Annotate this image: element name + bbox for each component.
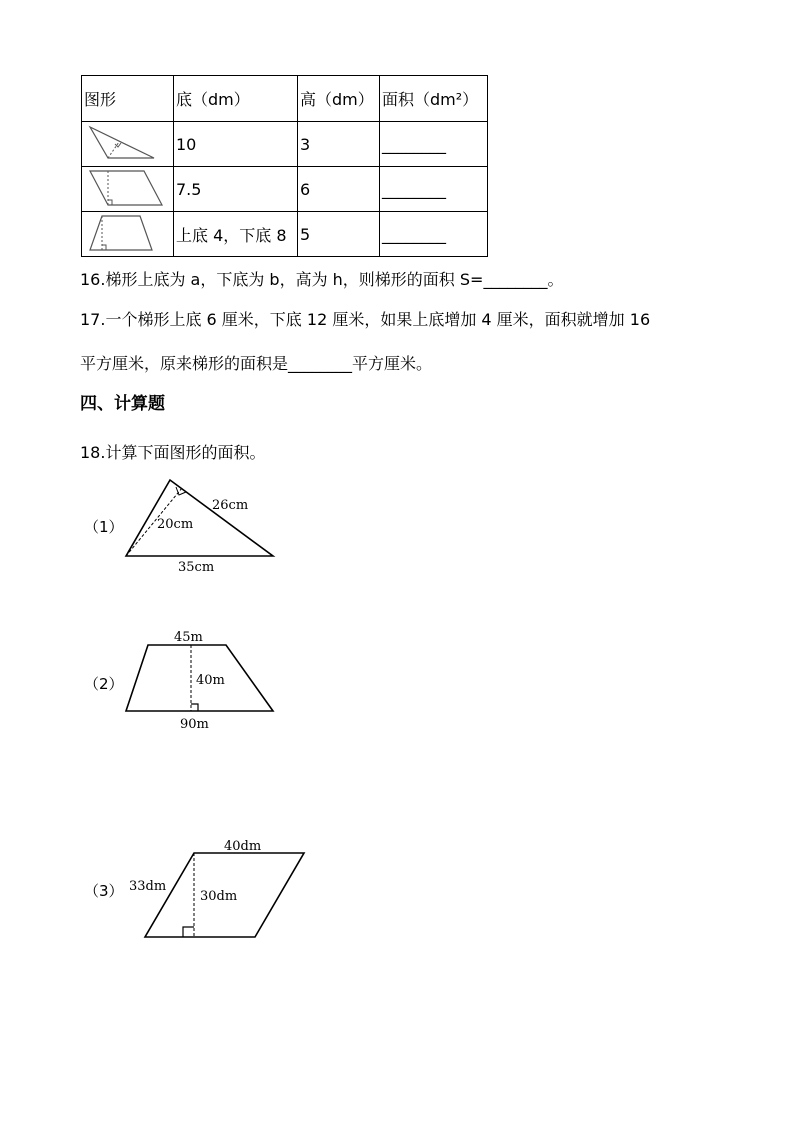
parallelogram-icon	[84, 167, 164, 207]
figure-1-height-label: 20cm	[157, 517, 194, 532]
table-row	[82, 212, 488, 257]
triangle-icon	[84, 122, 164, 162]
height-cell: 6	[298, 167, 380, 212]
base-cell: 10	[174, 122, 298, 167]
figure-2-top-label: 45m	[174, 630, 203, 645]
shape-cell	[82, 167, 174, 212]
figure-2-label: （2）	[84, 675, 124, 693]
height-cell: 5	[298, 212, 380, 257]
height-cell: 3	[298, 122, 380, 167]
trapezoid-icon	[84, 212, 164, 252]
question-17-line-2: 平方厘米，原来梯形的面积是________平方厘米。	[80, 354, 433, 373]
shape-cell	[82, 122, 174, 167]
figure-2-height-label: 40m	[196, 673, 225, 688]
question-18: 18.计算下面图形的面积。	[80, 443, 266, 462]
question-16: 16.梯形上底为 a，下底为 b，高为 h，则梯形的面积 S=________。	[80, 270, 564, 289]
base-cell: 7.5	[174, 167, 298, 212]
base-cell: 上底 4，下底 8	[174, 212, 298, 257]
figure-3-parallelogram	[110, 835, 320, 945]
figure-1-triangle	[110, 470, 290, 580]
shape-cell	[82, 212, 174, 257]
figure-2-trapezoid	[110, 625, 290, 735]
question-17-line-1: 17.一个梯形上底 6 厘米，下底 12 厘米，如果上底增加 4 厘米，面积就增加 16	[80, 310, 651, 329]
table-row	[82, 122, 488, 167]
area-cell: ________	[380, 167, 488, 212]
figure-3-side-label: 33dm	[129, 879, 167, 894]
area-cell: ________	[380, 212, 488, 257]
header-base: 底（dm）	[174, 76, 298, 122]
header-shape: 图形	[82, 76, 174, 122]
header-area: 面积（dm²）	[380, 76, 488, 122]
header-height: 高（dm）	[298, 76, 380, 122]
figure-1-base-label: 35cm	[178, 560, 215, 575]
area-table	[81, 75, 488, 257]
figure-3-label: （3）	[84, 882, 124, 900]
figure-3-height-label: 30dm	[200, 889, 238, 904]
figure-1-label: （1）	[84, 518, 124, 536]
figure-2-bottom-label: 90m	[180, 717, 209, 732]
figure-1-side-label: 26cm	[212, 498, 249, 513]
table-row	[82, 167, 488, 212]
table-header-row	[82, 76, 488, 122]
area-cell: ________	[380, 122, 488, 167]
section-heading-calculation: 四、计算题	[80, 394, 165, 414]
figure-3-top-label: 40dm	[224, 839, 262, 854]
